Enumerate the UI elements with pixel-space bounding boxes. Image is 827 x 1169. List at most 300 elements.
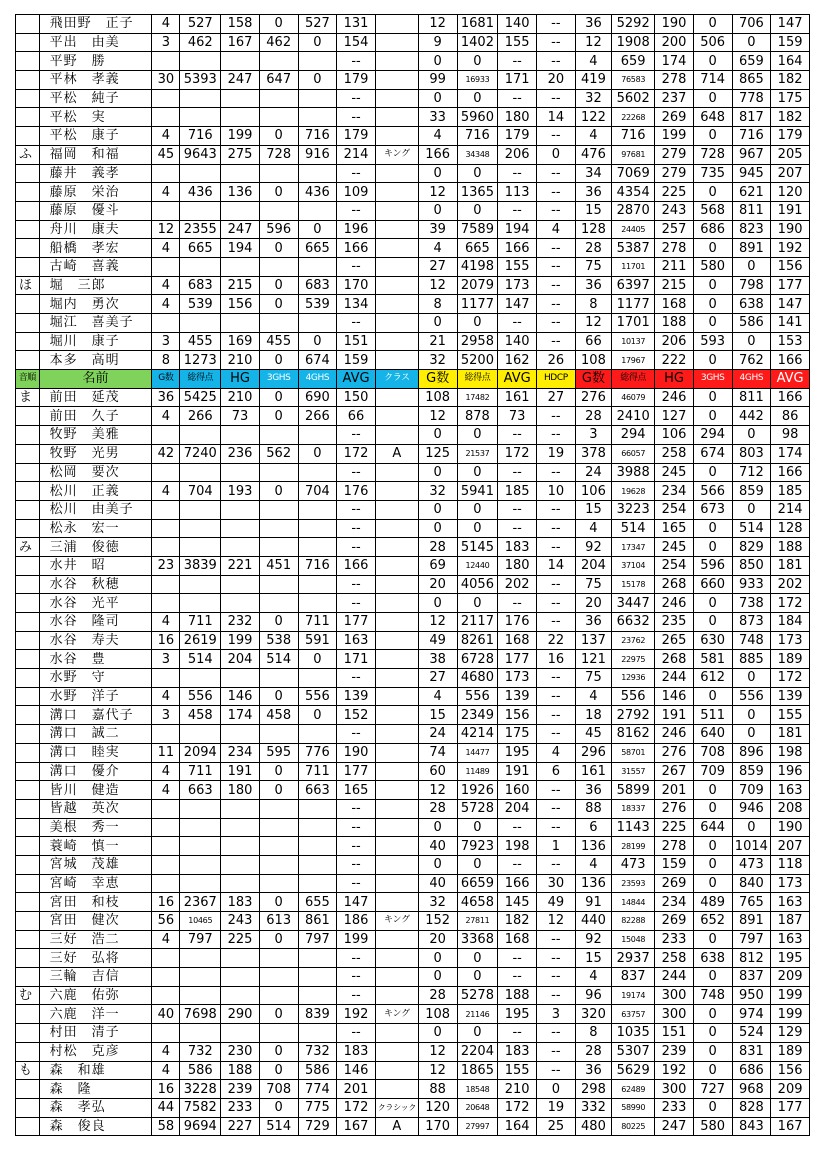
total-stat-cell: 735 [693,164,732,183]
season-stat-cell: 12 [418,1042,457,1061]
season-stat-cell: 0 [418,314,457,333]
player-name-cell: 福岡 和福 [39,145,152,164]
recent-stat-cell: 40 [152,1005,180,1024]
player-name-cell: 三好 浩二 [39,930,152,949]
total-stat-cell: 96 [575,986,612,1005]
total-stat-cell: 243 [655,201,694,220]
season-stat-cell: 147 [498,295,537,314]
total-stat-cell: 62489 [612,1080,655,1099]
recent-stat-cell [298,575,337,594]
total-stat-cell: 15 [575,500,612,519]
recent-stat-cell: 797 [298,930,337,949]
header-hg-1: HG [221,370,260,389]
total-stat-cell: 440 [575,912,612,931]
player-name-cell: 蓑崎 慎一 [39,837,152,856]
recent-stat-cell [180,164,221,183]
season-stat-cell: 27 [418,257,457,276]
total-stat-cell: 0 [693,295,732,314]
recent-stat-cell: -- [337,949,376,968]
season-stat-cell: 1365 [457,183,498,202]
total-stat-cell: 580 [693,1117,732,1136]
total-stat-cell: 139 [771,687,810,706]
season-stat-cell: -- [498,594,537,613]
season-stat-cell: 210 [498,1080,537,1099]
season-stat-cell: -- [537,519,576,538]
total-stat-cell: 300 [655,986,694,1005]
recent-stat-cell: 4 [152,930,180,949]
recent-stat-cell: 711 [180,762,221,781]
recent-stat-cell: 215 [221,276,260,295]
kana-group-cell [16,1098,40,1117]
season-stat-cell: 198 [498,837,537,856]
table-row [16,482,810,501]
season-stat-cell: -- [537,818,576,837]
season-stat-cell: 164 [498,1117,537,1136]
total-stat-cell: 177 [771,276,810,295]
class-cell [375,332,418,351]
player-name-cell: 平林 孝義 [39,71,152,90]
class-cell [375,650,418,669]
total-stat-cell: 2792 [612,706,655,725]
recent-stat-cell: 159 [337,351,376,370]
season-stat-cell: 27811 [457,912,498,931]
recent-stat-cell: 177 [337,762,376,781]
recent-stat-cell [259,725,298,744]
season-stat-cell: 155 [498,1061,537,1080]
recent-stat-cell [221,725,260,744]
total-stat-cell: 225 [655,818,694,837]
recent-stat-cell [152,799,180,818]
total-stat-cell: 673 [693,500,732,519]
total-stat-cell: 233 [655,930,694,949]
recent-stat-cell: 152 [337,706,376,725]
season-stat-cell: 1865 [457,1061,498,1080]
total-stat-cell: 0 [732,818,771,837]
recent-stat-cell: 527 [298,15,337,34]
player-name-cell: 美根 秀一 [39,818,152,837]
total-stat-cell: 0 [693,613,732,632]
player-name-cell: 水野 洋子 [39,687,152,706]
recent-stat-cell [221,837,260,856]
class-cell [375,930,418,949]
season-stat-cell: 665 [457,239,498,258]
kana-group-cell [16,949,40,968]
season-stat-cell: -- [498,201,537,220]
season-stat-cell: 26 [537,351,576,370]
total-stat-cell: 659 [612,52,655,71]
recent-stat-cell: 9694 [180,1117,221,1136]
player-name-cell: 船橋 孝宏 [39,239,152,258]
class-cell [375,1024,418,1043]
recent-stat-cell [259,818,298,837]
table-row [16,89,810,108]
kana-group-cell [16,332,40,351]
kana-group-cell [16,108,40,127]
season-stat-cell: -- [537,669,576,688]
recent-stat-cell: 146 [337,1061,376,1080]
class-cell: A [375,1117,418,1136]
total-stat-cell: 0 [693,1024,732,1043]
total-stat-cell: 36 [575,15,612,34]
season-stat-cell: 2079 [457,276,498,295]
table-row [16,164,810,183]
recent-stat-cell [259,874,298,893]
season-stat-cell: -- [498,855,537,874]
total-stat-cell: 4354 [612,183,655,202]
class-cell [375,183,418,202]
player-name-cell: 水谷 隆司 [39,613,152,632]
total-stat-cell: 63757 [612,1005,655,1024]
table-row [16,874,810,893]
total-stat-cell: 0 [693,687,732,706]
player-name-cell: 溝口 睦実 [39,743,152,762]
class-cell: キング [375,912,418,931]
total-stat-cell: 190 [771,818,810,837]
season-stat-cell: 878 [457,407,498,426]
season-stat-cell: 0 [457,1024,498,1043]
season-stat-cell: 160 [498,781,537,800]
recent-stat-cell: 109 [337,183,376,202]
header-avg-3: AVG [771,370,810,389]
player-name-cell: 森 隆 [39,1080,152,1099]
header-avg-1: AVG [337,370,376,389]
class-cell: キング [375,145,418,164]
total-stat-cell: 0 [732,725,771,744]
season-stat-cell: 4 [537,220,576,239]
player-name-cell: 藤原 優斗 [39,201,152,220]
kana-group-cell [16,556,40,575]
season-stat-cell: 32 [418,482,457,501]
season-stat-cell: 2204 [457,1042,498,1061]
total-stat-cell: 36 [575,613,612,632]
total-stat-cell: 0 [693,314,732,333]
season-stat-cell: 21537 [457,444,498,463]
recent-stat-cell [298,52,337,71]
season-stat-cell: -- [537,463,576,482]
total-stat-cell: 279 [655,164,694,183]
recent-stat-cell: 151 [337,332,376,351]
kana-group-cell [16,15,40,34]
total-stat-cell: 190 [655,15,694,34]
total-stat-cell: 765 [732,893,771,912]
recent-stat-cell: 199 [337,930,376,949]
season-stat-cell: 182 [498,912,537,931]
class-cell [375,874,418,893]
total-stat-cell: 32 [575,89,612,108]
table-row [16,893,810,912]
season-stat-cell: -- [537,276,576,295]
recent-stat-cell [180,837,221,856]
season-stat-cell: 152 [418,912,457,931]
season-stat-cell: 170 [418,1117,457,1136]
player-name-cell: 堀江 喜美子 [39,314,152,333]
total-stat-cell: 189 [771,650,810,669]
total-stat-cell: 716 [612,127,655,146]
season-stat-cell: 0 [457,519,498,538]
recent-stat-cell: 455 [259,332,298,351]
table-row [16,519,810,538]
total-stat-cell: 1177 [612,295,655,314]
class-cell [375,556,418,575]
table-row [16,407,810,426]
kana-group-cell [16,837,40,856]
season-stat-cell: -- [537,930,576,949]
player-name-cell: 前田 久子 [39,407,152,426]
total-stat-cell: 473 [612,855,655,874]
season-stat-cell: 0 [457,949,498,968]
recent-stat-cell [259,986,298,1005]
recent-stat-cell: 199 [221,127,260,146]
player-name-cell: 藤原 栄治 [39,183,152,202]
season-stat-cell: -- [537,127,576,146]
kana-group-cell [16,893,40,912]
player-name-cell: 堀 三郎 [39,276,152,295]
total-stat-cell: 0 [693,519,732,538]
season-stat-cell: -- [537,725,576,744]
recent-stat-cell: 916 [298,145,337,164]
season-stat-cell: 166 [498,874,537,893]
recent-stat-cell [221,89,260,108]
total-stat-cell: 5307 [612,1042,655,1061]
total-stat-cell: 4 [575,855,612,874]
recent-stat-cell: 514 [180,650,221,669]
table-row [16,444,810,463]
header-3ghs-1: 3GHS [259,370,298,389]
table-row [16,108,810,127]
header-class: クラス [375,370,418,389]
kana-group-cell [16,687,40,706]
total-stat-cell: 0 [693,930,732,949]
season-stat-cell: -- [498,463,537,482]
total-stat-cell: 712 [732,463,771,482]
recent-stat-cell: 7698 [180,1005,221,1024]
recent-stat-cell [221,1024,260,1043]
recent-stat-cell: -- [337,968,376,987]
recent-stat-cell: 3228 [180,1080,221,1099]
total-stat-cell: 201 [655,781,694,800]
recent-stat-cell: 227 [221,1117,260,1136]
total-stat-cell: 147 [771,295,810,314]
recent-stat-cell [259,52,298,71]
player-name-cell: 松川 由美子 [39,500,152,519]
table-row [16,912,810,931]
total-stat-cell: 246 [655,725,694,744]
season-stat-cell: -- [537,332,576,351]
recent-stat-cell [221,949,260,968]
total-stat-cell: 278 [655,837,694,856]
recent-stat-cell [180,1024,221,1043]
total-stat-cell: 0 [693,388,732,407]
season-stat-cell: 4658 [457,893,498,912]
total-stat-cell: 716 [732,127,771,146]
total-stat-cell: 172 [771,594,810,613]
total-stat-cell: 1143 [612,818,655,837]
total-stat-cell: 17347 [612,538,655,557]
total-stat-cell: 23762 [612,631,655,650]
recent-stat-cell: 169 [221,332,260,351]
table-row [16,1080,810,1099]
total-stat-cell: 580 [693,257,732,276]
recent-stat-cell: 23 [152,556,180,575]
kana-group-cell [16,52,40,71]
season-stat-cell: 27 [537,388,576,407]
recent-stat-cell: 4 [152,762,180,781]
total-stat-cell: 0 [732,426,771,445]
recent-stat-cell: 663 [298,781,337,800]
recent-stat-cell: 690 [298,388,337,407]
season-stat-cell: 1402 [457,33,498,52]
season-stat-cell: 0 [418,519,457,538]
total-stat-cell: 127 [655,407,694,426]
recent-stat-cell [152,164,180,183]
table-row [16,388,810,407]
class-cell [375,893,418,912]
recent-stat-cell [221,855,260,874]
total-stat-cell: 128 [575,220,612,239]
recent-stat-cell: 711 [180,613,221,632]
total-stat-cell: 76583 [612,71,655,90]
season-stat-cell: -- [537,183,576,202]
recent-stat-cell: 729 [298,1117,337,1136]
header-4ghs-1: 4GHS [298,370,337,389]
recent-stat-cell: 462 [180,33,221,52]
recent-stat-cell: 591 [298,631,337,650]
class-cell [375,799,418,818]
player-name-cell: 牧野 美雅 [39,426,152,445]
total-stat-cell: 797 [732,930,771,949]
season-stat-cell: 5728 [457,799,498,818]
recent-stat-cell [298,855,337,874]
total-stat-cell: 22268 [612,108,655,127]
recent-stat-cell: 139 [337,687,376,706]
season-stat-cell: 195 [498,743,537,762]
recent-stat-cell: 4 [152,276,180,295]
recent-stat-cell: 179 [337,127,376,146]
player-name-cell: 松永 宏一 [39,519,152,538]
table-row [16,33,810,52]
season-stat-cell: -- [498,1024,537,1043]
class-cell [375,463,418,482]
total-stat-cell: 159 [771,33,810,52]
total-stat-cell: 173 [771,631,810,650]
total-stat-cell: 156 [771,257,810,276]
kana-group-cell [16,314,40,333]
total-stat-cell: 121 [575,650,612,669]
season-stat-cell: 206 [498,145,537,164]
kana-group-cell [16,71,40,90]
season-stat-cell: 204 [498,799,537,818]
total-stat-cell: 234 [655,893,694,912]
header-3ghs-3: 3GHS [693,370,732,389]
recent-stat-cell: 458 [259,706,298,725]
recent-stat-cell [152,968,180,987]
total-stat-cell: 885 [732,650,771,669]
total-stat-cell: 200 [655,33,694,52]
total-stat-cell: 185 [771,482,810,501]
total-stat-cell: 192 [771,239,810,258]
total-stat-cell: 189 [771,1042,810,1061]
recent-stat-cell: 0 [259,351,298,370]
kana-group-cell [16,201,40,220]
recent-stat-cell: 0 [259,1005,298,1024]
total-stat-cell: 294 [693,426,732,445]
total-stat-cell: 2937 [612,949,655,968]
total-stat-cell: 181 [771,725,810,744]
recent-stat-cell [259,257,298,276]
total-stat-cell: 166 [771,351,810,370]
total-stat-cell: 320 [575,1005,612,1024]
player-name-cell: 平松 康子 [39,127,152,146]
class-cell [375,407,418,426]
total-stat-cell: 15048 [612,930,655,949]
season-stat-cell: 4 [418,239,457,258]
season-stat-cell: -- [537,855,576,874]
total-stat-cell: 648 [693,108,732,127]
total-stat-cell: 728 [693,145,732,164]
recent-stat-cell [259,89,298,108]
season-stat-cell: 5941 [457,482,498,501]
season-stat-cell: 7923 [457,837,498,856]
total-stat-cell: 118 [771,855,810,874]
season-stat-cell: 140 [498,332,537,351]
table-row [16,762,810,781]
total-stat-cell: 188 [655,314,694,333]
season-stat-cell: -- [537,799,576,818]
recent-stat-cell: -- [337,575,376,594]
recent-stat-cell: 704 [180,482,221,501]
season-stat-cell: -- [537,201,576,220]
total-stat-cell: 568 [693,201,732,220]
recent-stat-cell: -- [337,799,376,818]
table-row [16,295,810,314]
kana-group-cell: ま [16,388,40,407]
class-cell: クラシック [375,1098,418,1117]
recent-stat-cell [152,837,180,856]
recent-stat-cell: 0 [259,183,298,202]
season-stat-cell: -- [498,426,537,445]
recent-stat-cell: 708 [259,1080,298,1099]
table-row [16,949,810,968]
total-stat-cell: 206 [655,332,694,351]
total-stat-cell: 279 [655,145,694,164]
season-stat-cell: 28 [418,986,457,1005]
recent-stat-cell [152,108,180,127]
season-stat-cell: 0 [418,52,457,71]
recent-stat-cell [152,949,180,968]
recent-stat-cell: 4 [152,687,180,706]
recent-stat-cell: 0 [259,613,298,632]
total-stat-cell: 166 [771,463,810,482]
season-stat-cell: -- [537,52,576,71]
recent-stat-cell [180,575,221,594]
recent-stat-cell: 266 [180,407,221,426]
recent-stat-cell: 230 [221,1042,260,1061]
kana-group-cell [16,594,40,613]
total-stat-cell: 865 [732,71,771,90]
total-stat-cell: 596 [693,556,732,575]
recent-stat-cell: 234 [221,743,260,762]
recent-stat-cell [298,314,337,333]
table-row [16,556,810,575]
table-row [16,613,810,632]
season-stat-cell: 40 [418,837,457,856]
recent-stat-cell: 0 [259,1042,298,1061]
total-stat-cell: 254 [655,500,694,519]
recent-stat-cell [180,855,221,874]
total-stat-cell: 3 [575,426,612,445]
total-stat-cell: 612 [693,669,732,688]
kana-group-cell [16,650,40,669]
